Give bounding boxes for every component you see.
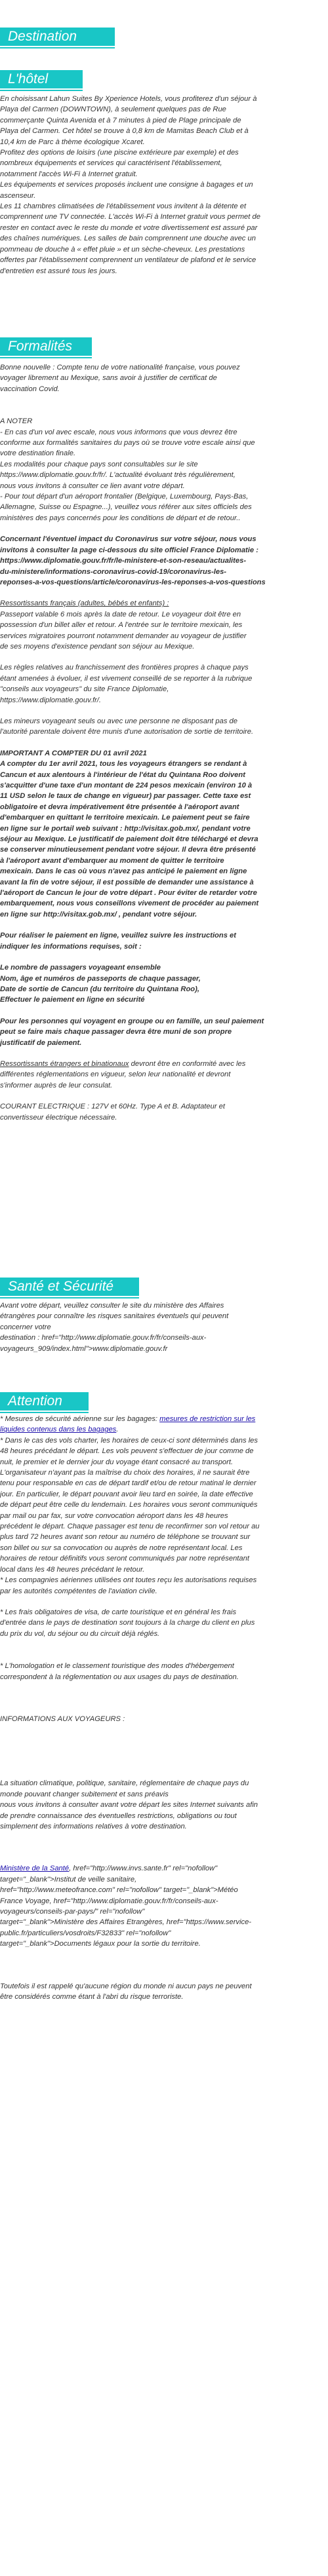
flight-times-line: 48 heures précédant le départ. Les vols peuvent s'effectuer de jour comme de: [0, 1447, 254, 1456]
ressortissants-line: possession d'un billet aller et retour. A l'entrée sur le territoire mexicain, les: [0, 621, 243, 630]
security-measures-line: [0, 1414, 325, 1424]
payment-requirements-line: Date de sortie de Cancun (du territoire du Quintana Roo),: [0, 985, 199, 993]
situation-line: simplement des informations relatives à votre destination.: [0, 1822, 187, 1830]
terrorism-warning-line: Toutefois il est rappelé qu'aucune région du monde ni aucun pays ne peuvent: [0, 1982, 252, 1990]
security-measures-suffix: .: [116, 1426, 119, 1434]
section-bar-destination: Destination: [0, 28, 115, 46]
formalities-note-line: conforme aux formalités sanitaires du pays où se trouve votre escale ainsi que: [0, 439, 255, 447]
border-rules-line: "conseils aux voyageurs" du site France Diplomatie,: [0, 685, 169, 694]
payment-instructions-line: Pour réaliser le paiement en ligne, veuillez suivre les instructions et: [0, 932, 236, 940]
payment-requirements-line: Le nombre de passagers voyageant ensemble: [0, 964, 161, 972]
visa-fees-line: d'entrée dans le pays de destination sont toujours à la charge du client en plus: [0, 1619, 255, 1627]
ministry-links-line: href="http://www.meteofrance.com" rel="nofollow" target="_blank">Météo: [0, 1886, 238, 1895]
hotel-text-line: Profitez des options de loisirs (une piscine extérieure par exemple) et des: [0, 149, 239, 157]
hotel-text-line: ascenseur.: [0, 191, 36, 200]
health-content: [0, 1300, 325, 1354]
border-rules-line: Les règles relatives au franchissement des frontières propres à chaque pays: [0, 664, 249, 672]
health-text-line: étrangères pour connaître les risques sanitaires éventuels qui peuvent: [0, 1312, 229, 1321]
section-bar-hotel: L'hôtel: [0, 70, 83, 88]
visitax-line: d'embarquer en quittant le territoire mexicain. Le paiement peut se faire: [0, 814, 250, 822]
group-payment-line: peut se faire mais chaque passager devra être muni de son propre: [0, 1028, 232, 1036]
formalities-covid-line: Concernant l'éventuel impact du Coronavirus sur votre séjour, nous vous: [0, 535, 256, 544]
binationaux-line: s'informer auprès de leur consulat.: [0, 1081, 113, 1089]
flight-times-line: tenu pour responsable en cas de départ tardif et/ou de retour matinal le dernier: [0, 1479, 256, 1488]
payment-requirements-line: Effectuer le paiement en ligne en sécurité: [0, 996, 145, 1004]
binationaux-label: Ressortissants étrangers et binationaux: [0, 1059, 129, 1068]
formalities-note-line: nous vous invitons à consulter ce lien avant votre départ.: [0, 482, 185, 490]
hotel-description: [0, 94, 325, 276]
formalities-covid-line: invitons à consulter la page ci-dessous du site officiel France Diplomatie :: [0, 546, 258, 554]
ministry-links-line: voyageurs/conseils-par-pays/" rel="nofollow": [0, 1908, 145, 1916]
flight-times-line: plus tard 72 heures avant son retour au numéro de téléphone se trouvant sur: [0, 1533, 251, 1542]
minors-line: l'autorité parentale doivent être munis d'une autorisation de sortie de territoire.: [0, 728, 254, 736]
health-text-line: voyageurs_909/index.html">www.diplomatie.gouv.fr: [0, 1344, 168, 1353]
visitax-line: mexicain. Dans le cas où vous n'avez pas anticipé le paiement en ligne: [0, 867, 247, 876]
visitax-line: A compter du 1er avril 2021, tous les voyageurs étrangers se rendant à: [0, 760, 247, 768]
hotel-text-line: notamment l'accès Wi-Fi à Internet gratuit.: [0, 170, 138, 178]
hotel-text-line: Playa del Carmen. Cet hôtel se trouve à 0,8 km de Mamitas Beach Club et à: [0, 127, 249, 136]
visitax-line: Cancun et aux alentours à l'intérieur de l'état du Quintana Roo doivent: [0, 770, 245, 779]
ministry-links-line: France Voyage, href="http://www.diplomatie.gouv.fr/fr/conseils-aux-: [0, 1897, 218, 1905]
ministry-health-link[interactable]: Ministère de la Santé: [0, 1865, 70, 1873]
visitax-line: à l'aéroport avant d'embarquer au moment de quitter le territoire: [0, 856, 224, 865]
hotel-text-line: nombreux équipements et services qui caractérisent l'établissement,: [0, 159, 222, 168]
visitax-line: s'acquitter d'une taxe d'un montant de 224 pesos mexicain (environ 10 à: [0, 782, 253, 789]
formalities-covid-line: https://www.diplomatie.gouv.fr/fr/le-ministere-et-son-reseau/actualites-: [0, 557, 247, 565]
visa-fees-line: * Les frais obligatoires de visa, de carte touristique et en général les frais: [0, 1608, 237, 1616]
visitax-line: l'aéroport de Cancun le jour de votre départ . Pour éviter de retarder votre: [0, 889, 257, 898]
hotel-text-line: Les 11 chambres climatisées de l'établissement vous invitent à la détente et: [0, 202, 247, 211]
hotel-text-line: commerçante Quinta Avenida et à 7 minutes à pied de Plage principale de: [0, 116, 241, 124]
section-bar-health: Santé et Sécurité: [0, 1278, 139, 1296]
situation-line: nous vous invitons à consulter avant votre départ les sites Internet suivants afin: [0, 1801, 258, 1809]
payment-instructions-line: indiquer les informations requises, soit :: [0, 942, 142, 951]
visitax-line: se conserver minutieusement pendant votre séjour. Il devra être présenté: [0, 846, 256, 854]
visitax-line: séjour au Mexique. Le justificatif de paiement doit être téléchargé et devra: [0, 835, 258, 844]
ressortissants-label: Ressortissants français (adultes, bébés et enfants) :: [0, 599, 169, 608]
visitax-line: obligatoire et devra impérativement être présentée à l'aéroport avant: [0, 803, 239, 811]
formalities-note-line: Allemagne, Suisse ou Espagne...), veuillez vous référer aux sites officiels des: [0, 503, 252, 512]
ressortissants-line: Passeport valable 6 mois après la date de retour. Le voyageur doit être en: [0, 610, 241, 618]
flight-times-line: * Dans le cas des vols charter, les horaires de ceux-ci sont déterminés dans les: [0, 1436, 258, 1445]
hotel-text-line: offertes par l'établissement comprennent un ventilateur de plafond et le service: [0, 256, 256, 265]
terrorism-warning-line: être considérés comme étant à l'abri du risque terroriste.: [0, 1993, 184, 2001]
flight-times-line: nuit, le premier et le dernier jour du voyage étant consacré au transport.: [0, 1458, 234, 1466]
ministry-links-line: public.fr/particuliers/vosdroits/F32833" rel="nofollow": [0, 1929, 171, 1937]
health-text-line: Avant votre départ, veuillez consulter le site du ministère des Affaires: [0, 1302, 224, 1310]
attention-content: [0, 1414, 325, 2002]
ministry-links-line: [0, 1863, 325, 1874]
traveler-info-label: INFORMATIONS AUX VOYAGEURS :: [0, 1714, 125, 1723]
visa-fees-line: du prix du vol, du séjour ou du circuit déjà réglés.: [0, 1629, 160, 1638]
visitax-line: en ligne sur http://visitax.gob.mx/ , pendant votre séjour.: [0, 910, 197, 919]
flight-times-line: jour. En particulier, le départ pouvant avoir lieu tard en soirée, la date effective: [0, 1490, 253, 1498]
liquid-restrictions-link[interactable]: liquides contenus dans les bagages: [0, 1426, 117, 1434]
group-payment-line: Pour les personnes qui voyagent en groupe ou en famille, un seul paiement: [0, 1017, 264, 1025]
security-measures-line: [0, 1424, 325, 1435]
hotel-text-line: rester en contact avec le reste du monde et votre divertissement est assuré par: [0, 223, 258, 232]
formalities-covid-line: du-ministere/informations-coronavirus-covid-19/coronavirus-les-: [0, 567, 227, 576]
ministry-links-line: target="_blank">Ministère des Affaires Etrangères, href="https://www.service-: [0, 1918, 252, 1927]
visitax-line: 11 USD selon le taux de change en vigueur) par passager. Cette taxe est: [0, 792, 251, 801]
flight-times-line: par les autorités compétentes de l'aviation civile.: [0, 1587, 157, 1595]
ministry-links-text: , href="http://www.invs.sante.fr" rel="nofollow": [69, 1865, 218, 1873]
visitax-line: avant la fin de votre séjour, il est possible de demander une assistance à: [0, 878, 254, 886]
formalities-content: [0, 362, 325, 1123]
situation-line: La situation climatique, politique, sanitaire, réglementaire de chaque pays du: [0, 1779, 249, 1788]
section-bar-formalities: Formalités: [0, 337, 92, 356]
formalities-note-line: - Pour tout départ d'un aéroport frontalier (Belgique, Luxembourg, Pays-Bas,: [0, 493, 249, 501]
ressortissants-line: de ses moyens d'existence pendant son séjour au Mexique.: [0, 642, 195, 651]
formalities-note-line: Les modalités pour chaque pays sont consultables sur le site: [0, 460, 198, 468]
flight-times-line: de départ peut être celle du lendemain. Les horaires vous seront communiqués: [0, 1501, 258, 1509]
hotel-text-line: pommeau de douche à « effet pluie » et un sèche-cheveux. Les prestations: [0, 245, 245, 254]
payment-requirements-line: Nom, âge et numéros de passeports de chaque passager,: [0, 974, 201, 983]
hotel-classification-line: correspondent à la réglementation ou aux usages du pays de destination.: [0, 1673, 239, 1681]
formalities-covid-line: reponses-a-vos-questions/article/coronavirus-les-reponses-a-vos-questions: [0, 578, 266, 586]
flight-times-line: horaires de retour définitifs vous seront communiqués par notre représentant: [0, 1555, 249, 1563]
ressortissants-line: services migratoires pourront notamment demander au voyageur de justifier: [0, 632, 247, 640]
hotel-text-line: Les équipements et services proposés incluent une consigne à bagages et un: [0, 181, 253, 189]
situation-line: de prendre connaissance des éventuelles restrictions, obligations ou tout: [0, 1811, 237, 1820]
health-text-line: destination : href="http://www.diplomatie.gouv.fr/fr/conseils-aux-: [0, 1334, 207, 1342]
health-text-line: concerner votre: [0, 1323, 51, 1331]
binationaux-rest: devront être en conformité avec les: [129, 1059, 246, 1068]
electric-current-line: COURANT ELECTRIQUE : 127V et 60Hz. Type A et B. Adaptateur et: [0, 1103, 226, 1111]
visitax-line: embarquement, nous vous conseillons vivement de procéder au paiement: [0, 900, 259, 908]
formalities-note-line: https://www.diplomatie.gouv.fr/fr/. L'actualité évoluant très régulièrement,: [0, 471, 236, 480]
hotel-text-line: des chaînes numériques. Les salles de bain comprennent une douche avec un: [0, 235, 256, 243]
binationaux-line: [0, 1059, 325, 1069]
visitax-line: IMPORTANT A COMPTER DU 01 avril 2021: [0, 749, 147, 757]
border-rules-line: https://www.diplomatie.gouv.fr/.: [0, 696, 101, 704]
hotel-text-line: En choisissant Lahun Suites By Xperience Hotels, vous profiterez d'un séjour à: [0, 95, 257, 103]
binationaux-line: différentes réglementations en vigueur, selon leur nationalité et devront: [0, 1070, 231, 1079]
flight-times-line: son billet ou sur sa convocation ou auprès de notre représentant local. Les: [0, 1544, 243, 1552]
section-bar-attention: Attention: [0, 1392, 89, 1411]
flight-times-line: L'organisateur n'ayant pas la maîtrise du choix des horaires, il ne saurait être: [0, 1469, 250, 1477]
formalities-note-line: A NOTER: [0, 417, 33, 426]
electric-current-line: convertisseur électrique nécessaire.: [0, 1113, 117, 1122]
formalities-note-line: - En cas d'un vol avec escale, nous vous informons que vous devrez être: [0, 428, 237, 436]
hotel-text-line: 10,4 km de Parc à thème écologique Xcaret.: [0, 138, 145, 146]
flight-times-line: par mail ou par fax, sur votre convocation aéroport dans les 48 heures: [0, 1511, 228, 1520]
security-measures-prefix: * Mesures de sécurité aérienne sur les bagages:: [0, 1415, 160, 1423]
hotel-text-line: Playa del Carmen (DOWNTOWN), à seulement quelques pas de Rue: [0, 105, 226, 114]
flight-times-line: local dans les 48 heures précédant le retour.: [0, 1565, 145, 1574]
formalities-intro-line: Bonne nouvelle : Compte tenu de votre nationalité française, vous pouvez: [0, 364, 240, 371]
ministry-links-line: target="_blank">Institut de veille sanitaire,: [0, 1875, 137, 1884]
formalities-note-line: ministères des pays concernés pour les conditions de départ et de retour..: [0, 514, 241, 522]
flight-times-line: précédent le départ. Chaque passager est tenu de reconfirmer son vol retour au: [0, 1523, 260, 1531]
group-payment-line: justificatif de paiement.: [0, 1038, 82, 1047]
hotel-classification-line: * L'homologation et le classement touristique des modes d'hébergement: [0, 1662, 234, 1671]
liquid-restrictions-link[interactable]: mesures de restriction sur les: [159, 1415, 256, 1423]
formalities-intro-line: voyager librement au Mexique, sans avoir à justifier de certificat de: [0, 374, 217, 383]
formalities-note-line: votre destination finale.: [0, 449, 76, 458]
minors-line: Les mineurs voyageant seuls ou avec une personne ne disposant pas de: [0, 717, 237, 725]
ministry-links-line: target="_blank">Documents légaux pour la sortie du territoire.: [0, 1940, 201, 1948]
hotel-text-line: comprennent une TV connectée. L'accès Wi-Fi à Internet gratuit vous permet de: [0, 213, 260, 221]
situation-line: monde pouvant changer subitement et sans préavis: [0, 1790, 169, 1798]
hotel-text-line: d'entretien est assuré tous les jours.: [0, 267, 117, 275]
formalities-intro-line: vaccination Covid.: [0, 385, 60, 393]
visitax-line: en ligne sur le portail web suivant : http://visitax.gob.mx/, pendant votre: [0, 824, 251, 833]
border-rules-line: étant amenées à évoluer, il est vivement conseillé de se reporter à la rubrique: [0, 674, 253, 683]
flight-times-line: * Les compagnies aériennes utilisées ont toutes reçu les autorisations requises: [0, 1576, 257, 1585]
